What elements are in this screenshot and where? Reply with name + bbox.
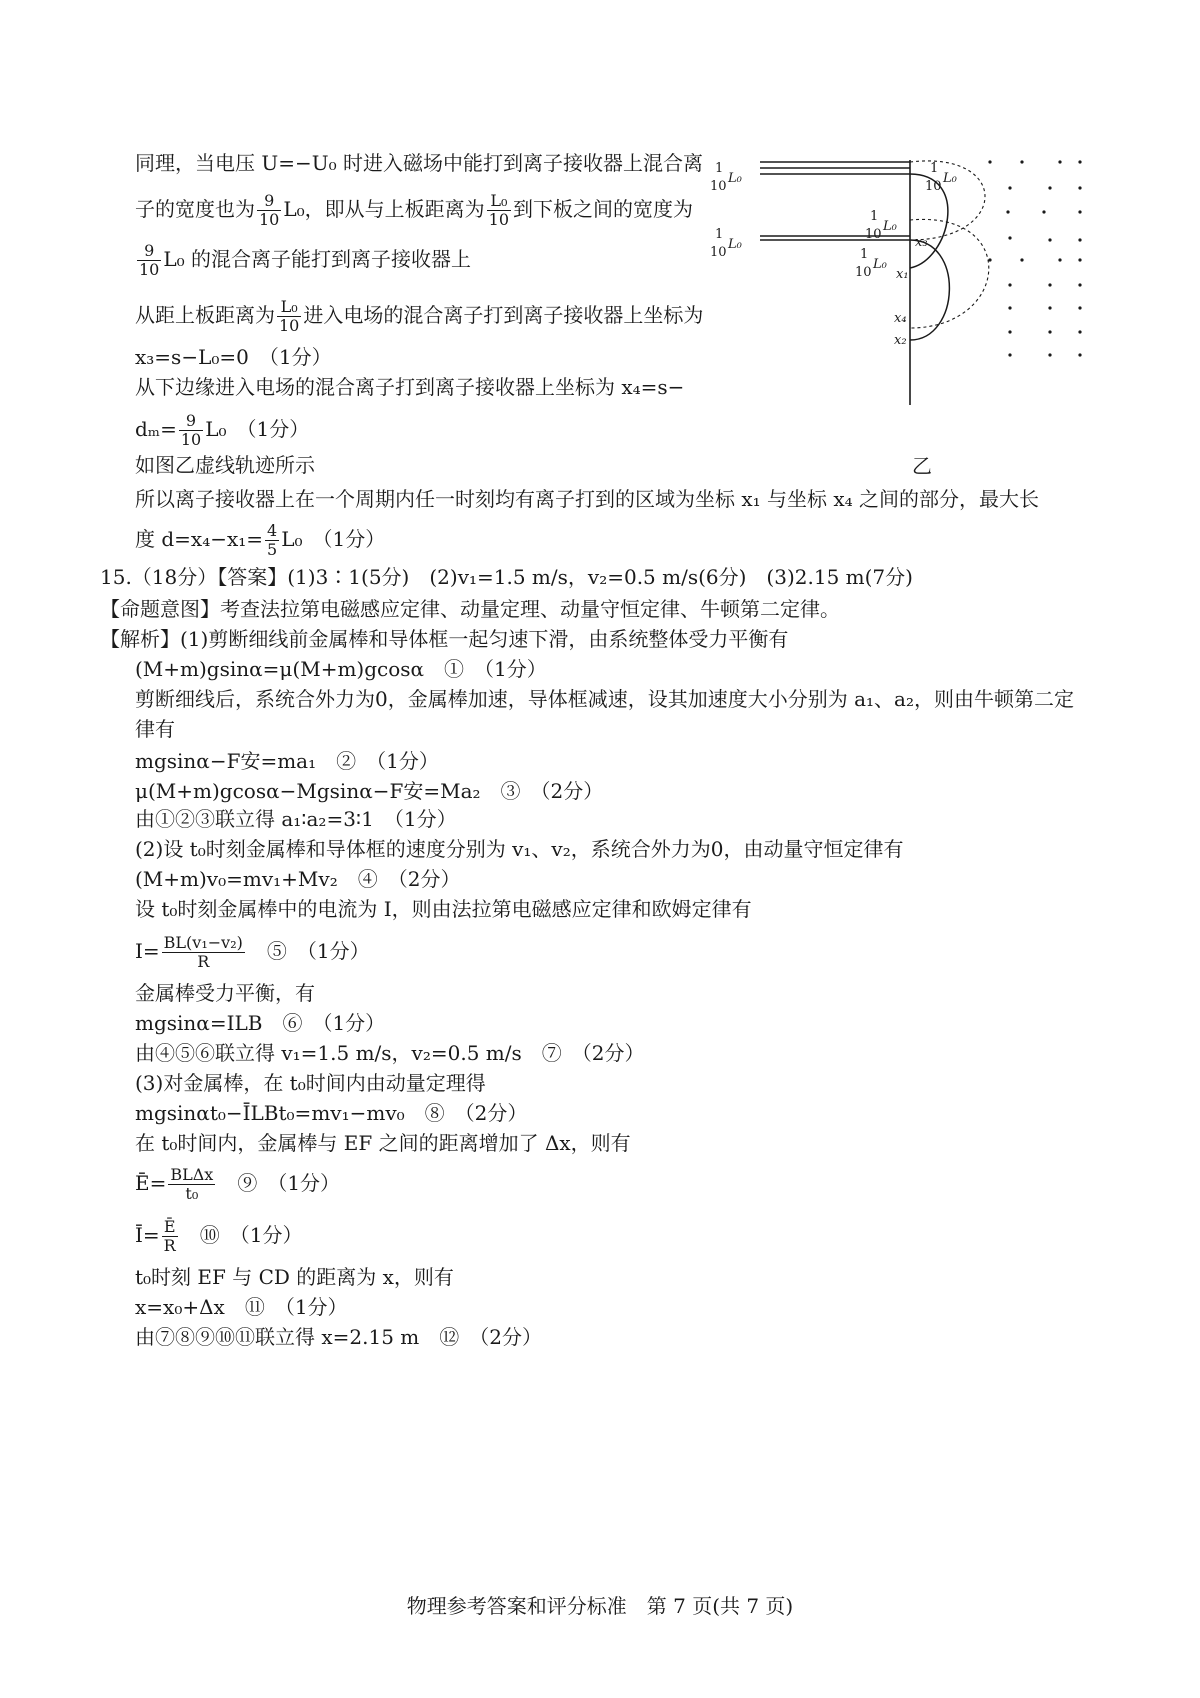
label-x2: x₂ bbox=[894, 333, 907, 348]
label-ten: 10 bbox=[710, 245, 727, 260]
equation: x=x₀+Δx ⑪ （1分） bbox=[135, 1295, 348, 1319]
text-line: (2)设 t₀时刻金属棒和导体框的速度分别为 v₁、v₂，系统合外力为0，由动量守恒定律有 bbox=[135, 837, 904, 861]
label-ten: 10 bbox=[865, 227, 882, 242]
magnetic-field-dots bbox=[988, 160, 1081, 356]
label-x3: x₃ bbox=[915, 235, 928, 250]
equation: (M+m)v₀=mv₁+Mv₂ ④ （2分） bbox=[135, 867, 461, 891]
text-line: 律有 bbox=[135, 717, 175, 741]
label-ten: 10 bbox=[710, 179, 727, 194]
label-one: 1 bbox=[715, 161, 724, 176]
equation: I= $\frac{\text{BL(v₁−v₂)}}{R}$ ⑤ （1分） bbox=[135, 933, 370, 971]
text-line: 剪断细线后，系统合外力为0，金属棒加速，导体框减速，设其加速度大小分别为 a₁、a₂，则由牛顿第二定 bbox=[135, 687, 1074, 711]
equation: mgsinα−F安=ma₁ ② （1分） bbox=[135, 749, 439, 773]
text-line: 【命题意图】考查法拉第电磁感应定律、动量定理、动量守恒定律、牛顿第二定律。 bbox=[100, 597, 840, 621]
label-L0: L₀ bbox=[943, 171, 957, 186]
fraction: $\frac{4}{5}$ bbox=[267, 521, 278, 559]
text-line: 【解析】(1)剪断细线前金属棒和导体框一起匀速下滑，由系统整体受力平衡有 bbox=[100, 627, 789, 651]
label-x4: x₄ bbox=[894, 311, 907, 326]
equation: μ(M+m)gcosα−Mgsinα−F安=Ma₂ ③ （2分） bbox=[135, 779, 604, 803]
text-line: (3)对金属棒，在 t₀时间内由动量定理得 bbox=[135, 1071, 486, 1095]
figure-yi-ion-trajectories bbox=[710, 150, 1090, 480]
label-ten: 10 bbox=[925, 179, 942, 194]
question-15-answer: 15.（18分）【答案】(1)3∶1(5分) (2)v₁=1.5 m/s，v₂=0.5 m/s(6分) (3)2.15 m(7分) bbox=[100, 565, 913, 589]
text-line: 如图乙虚线轨迹所示 bbox=[135, 453, 315, 477]
equation: mgsinα=ILB ⑥ （1分） bbox=[135, 1011, 386, 1035]
figure-caption: 乙 bbox=[912, 454, 932, 478]
label-L0: L₀ bbox=[883, 219, 897, 234]
label-L0: L₀ bbox=[728, 237, 742, 252]
fraction: $\frac{\text{L₀}}{10}$ bbox=[488, 191, 510, 229]
text-line: 从下边缘进入电场的混合离子打到离子接收器上坐标为 x₄=s− bbox=[135, 375, 685, 399]
text-line: 度 d=x₄−x₁= $\frac{4}{5}$ L₀ （1分） bbox=[135, 521, 386, 559]
text-line: 设 t₀时刻金属棒中的电流为 I，则由法拉第电磁感应定律和欧姆定律有 bbox=[135, 897, 752, 921]
text-line: x₃=s−L₀=0 （1分） bbox=[135, 345, 332, 369]
text-line: 金属棒受力平衡，有 bbox=[135, 981, 315, 1005]
equation: (M+m)gsinα=μ(M+m)gcosα ① （1分） bbox=[135, 657, 547, 681]
text-line: 所以离子接收器上在一个周期内任一时刻均有离子打到的区域为坐标 x₁ 与坐标 x₄ 之间的部分，最大长 bbox=[135, 487, 1040, 511]
fraction: $\frac{9}{10}$ bbox=[139, 241, 160, 279]
text-line: 同理，当电压 U=−U₀ 时进入磁场中能打到离子接收器上混合离 bbox=[135, 151, 703, 175]
label-x1: x₁ bbox=[896, 267, 909, 282]
label-one: 1 bbox=[870, 209, 879, 224]
equation: 由①②③联立得 a₁∶a₂=3∶1 （1分） bbox=[135, 807, 457, 831]
text-line: 在 t₀时间内，金属棒与 EF 之间的距离增加了 Δx，则有 bbox=[135, 1131, 631, 1155]
fraction: $\frac{\text{BLΔx}}{\text{t₀}}$ bbox=[170, 1165, 214, 1203]
equation: mgsinαt₀−ĪLBt₀=mv₁−mv₀ ⑧ （2分） bbox=[135, 1101, 528, 1125]
label-L0: L₀ bbox=[728, 171, 742, 186]
fraction: $\frac{\text{BL(v₁−v₂)}}{R}$ bbox=[163, 933, 243, 971]
solid-trajectory bbox=[760, 240, 949, 340]
fraction: $\frac{\text{L₀}}{10}$ bbox=[279, 297, 300, 335]
text-line: dₘ= $\frac{9}{10}$ L₀ （1分） bbox=[135, 411, 310, 449]
equation: Ē= $\frac{\text{BLΔx}}{\text{t₀}}$ ⑨ （1分） bbox=[135, 1165, 341, 1203]
label-ten: 10 bbox=[855, 265, 872, 280]
label-L0: L₀ bbox=[873, 257, 887, 272]
fraction: $\frac{9}{10}$ bbox=[259, 191, 280, 229]
fraction: $\frac{9}{10}$ bbox=[180, 411, 202, 449]
label-one: 1 bbox=[715, 227, 724, 242]
text-line: t₀时刻 EF 与 CD 的距离为 x，则有 bbox=[135, 1265, 454, 1289]
equation: 由⑦⑧⑨⑩⑪联立得 x=2.15 m ⑫ （2分） bbox=[135, 1325, 542, 1349]
equation: Ī= $\frac{Ē}{R}$ ⑩ （1分） bbox=[135, 1217, 303, 1255]
page-footer: 物理参考答案和评分标准 第 7 页(共 7 页) bbox=[406, 1594, 794, 1618]
text-line: 从距上板距离为 $\frac{\text{L₀}}{10}$ 进入电场的混合离子打到离子接收器上坐标为 bbox=[135, 297, 704, 335]
solid-trajectory bbox=[760, 174, 948, 268]
label-one: 1 bbox=[930, 161, 939, 176]
text-line: $\frac{9}{10}$ L₀ 的混合离子能打到离子接收器上 bbox=[139, 241, 472, 279]
equation: 由④⑤⑥联立得 v₁=1.5 m/s，v₂=0.5 m/s ⑦ （2分） bbox=[135, 1041, 645, 1065]
text-line: 子的宽度也为 $\frac{9}{10}$ L₀，即从与上板距离为 $\frac{\text{L₀}}{10}$ 到下板之间的宽度为 bbox=[135, 191, 694, 229]
fraction: $\frac{Ē}{R}$ bbox=[163, 1217, 176, 1255]
label-one: 1 bbox=[860, 247, 869, 262]
